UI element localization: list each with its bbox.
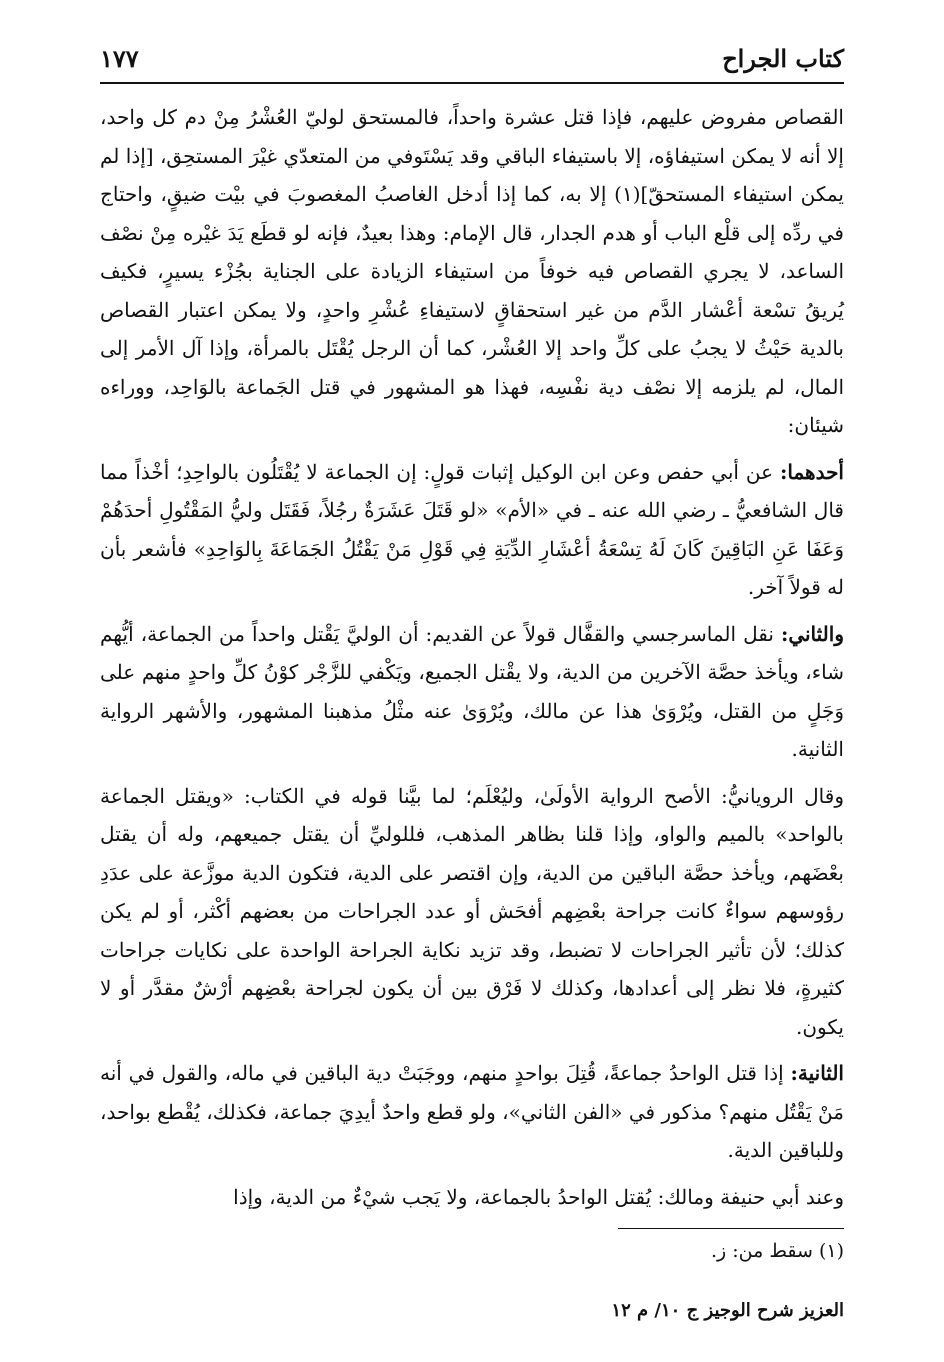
paragraph <box>100 98 844 445</box>
page-number: ١٧٧ <box>100 43 139 73</box>
running-header <box>100 38 844 78</box>
chapter-title: كتاب الجراح <box>722 43 844 73</box>
paragraph-lead: أحدهما: <box>779 459 844 484</box>
footnote-divider <box>618 1228 844 1229</box>
paragraph-text: وعند أبي حنيفة ومالك: يُقتل الواحدُ بالجماعة، ولا يَجب شيْءٌ من الدية، وإذا <box>233 1184 844 1209</box>
printer-signature: العزيز شرح الوجيز ج ١٠/ م ١٢ <box>611 1300 844 1321</box>
paragraph-text: القصاص مفروض عليهم، فإذا قتل عشرة واحداً، فالمستحق لوليّ العُشْرُ مِنْ دم كل واحد، إلا أنه لا يمكن استيفاؤه، إلا باستيفاء الباقي وقد يَسْتَوفي من المتعدّي غيْرَ المستحِق، [إذا لم يمكن استيفاء المستحقّ](١) إلا به، كما إذا أدخل الغاصبُ المغصوبَ في بيْت ضيقٍ، واحتاج في ردِّه إلى قلْع الباب أو هدم الجدار، قال الإمام: وهذا بعيدٌ، فإنه لو قطَع يَدَ غيْره مِنْ نصْف الساعد، لا يجري القصاص فيه خوفاً من استيفاء الزيادة على الجناية بجُزْء يسيرٍ، فكيف يُريقُ تسْعة أعْشار الدَّم من غير استحقاقٍ لاستيفاءِ عُشْرِ واحدٍ، ولا يمكن اعتبار القصاص بالدية حَيْثُ لا يجبُ على كلِّ واحد إلا العُشْر، كما أن الرجل يُقْتَل بالمرأة، وإذا آل الأمر إلى المال، لم يلزمه إلا نصْف دية نفْسِه، فهذا هو المشهور في قتل الجَماعة بالوَاحِد، ووراءه شيئان: <box>100 105 844 437</box>
paragraph <box>100 777 844 1047</box>
paragraph-lead: والثاني: <box>780 621 844 646</box>
paragraph-text: عن أبي حفص وعن ابن الوكيل إثبات قولٍ: إن الجماعة لا يُقْتَلُون بالواحِدِ؛ أخْذاً مما قال الشافعيُّ ـ رضي الله عنه ـ في «الأم» «لو قَتَلَ عَشَرَةٌ رجُلاً، فَقَتَل وليُّ المَقْتُولِ أحدَهُمْ وَعَفَا عَنِ البَاقِينَ كَانَ لَهُ تِسْعَةُ أعْشَارِ الدِّيَةِ فِي قَوْلِ مَنْ يَقْتُلُ الجَمَاعَةَ بِالوَاحِدِ» فأشعر بأن له قولاً آخر. <box>100 459 844 599</box>
paragraph-lead: الثانية: <box>790 1061 844 1085</box>
header-divider <box>100 82 844 84</box>
paragraph <box>100 1054 844 1170</box>
paragraph-text: إذا قتل الواحدُ جماعةً، قُتِلَ بواحدٍ منهم، ووجَبَتْ دية الباقين في ماله، والقول في أنه مَنْ يَقْتُل منهم؟ مذكور في «الفن الثاني»، ولو قطع واحدٌ أيدِيَ جماعة، فكذلك، يُقْطع بواحد، وللباقين الدية. <box>100 1061 844 1162</box>
footnote: (١) سقط من: ز. <box>711 1240 844 1262</box>
paragraph-text: نقل الماسرجسي والقفَّال قولاً عن القديم: أن الوليَّ يَقْتل واحداً من الجماعة، أيُّهم شاء، ويأخذ حصَّة الآخرين من الدية، ولا يقْتل الجميع، ويَكْفي للزَّجْر كوْنُ كلِّ واحدٍ منهم على وَجَلٍ من القتل، ويُرْوَىٰ هذا عن مالك، ويُرْوَىٰ عنه مثْلُ مذهبنا المشهور، والأشهر الرواية الثانية. <box>100 621 845 761</box>
paragraph <box>100 615 844 769</box>
main-text <box>100 98 844 1216</box>
paragraph <box>100 1178 844 1217</box>
paragraph <box>100 453 844 607</box>
paragraph-text: وقال الرويانيُّ: الأصح الرواية الأولَىٰ، وليُعْلَم؛ لما بيَّنا قوله في الكتاب: «ويقتل الجماعة بالواحد» بالميم والواو، وإذا قلنا بظاهر المذهب، فللوليِّ أن يقتل جميعهم، وله أن يقتل بعْضَهم، ويأخذ حصَّة الباقين من الدية، وإن اقتصر على الدية، فتكون الدية موزَّعة على عدَدِ رؤوسهم سواءٌ كانت جراحة بعْضِهم أفحَش أو عدد الجراحات من بعضهم أكْثر، أو لم يكن كذلك؛ لأن تأثير الجراحات لا تضبط، وقد تزيد نكاية الجراحة الواحدة على نكايات جراحات كثيرةٍ، فلا نظر إلى أعدادها، وكذلك لا فَرْق بين أن يكون لجراحة بعْضِهم أرْشٌ مقدَّر أو لا يكون. <box>100 783 844 1039</box>
